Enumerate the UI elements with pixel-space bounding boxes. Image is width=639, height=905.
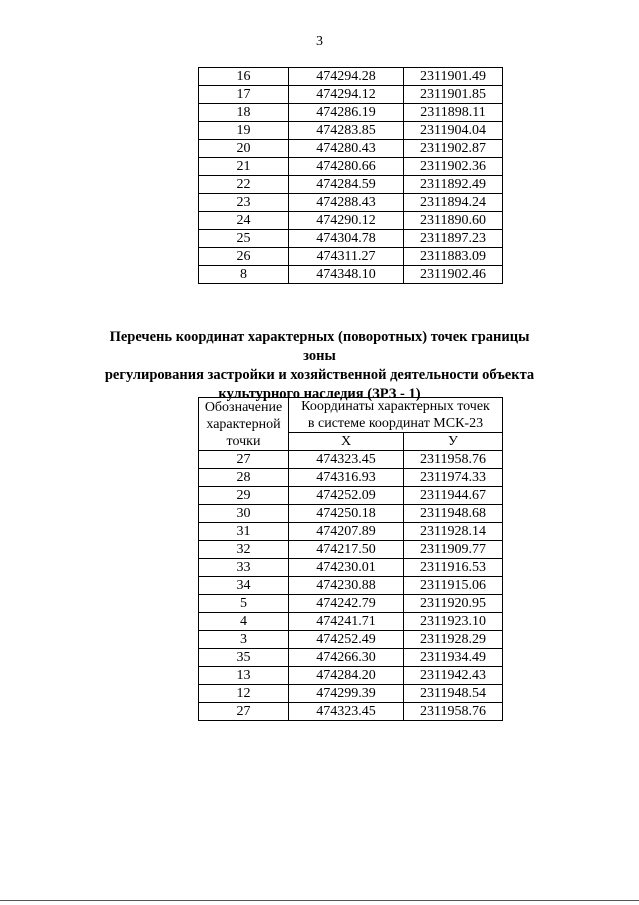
point-number-cell: 12 xyxy=(199,685,289,703)
y-coordinate-cell: 2311923.10 xyxy=(404,613,503,631)
y-coordinate-cell: 2311892.49 xyxy=(404,176,503,194)
heading-line-2: регулирования застройки и хозяйственной деятельности объекта xyxy=(104,367,535,383)
table-row xyxy=(199,68,503,86)
x-coordinate-cell: 474241.71 xyxy=(289,613,404,631)
x-coordinate-cell: 474304.78 xyxy=(289,230,404,248)
point-number-cell: 31 xyxy=(199,523,289,541)
coords-header-line-1: Координаты характерных точек xyxy=(301,399,490,414)
table-row xyxy=(199,122,503,140)
point-number-cell: 30 xyxy=(199,505,289,523)
table-row xyxy=(199,541,503,559)
y-coordinate-cell: 2311948.54 xyxy=(404,685,503,703)
point-number-cell: 21 xyxy=(199,158,289,176)
table-row xyxy=(199,631,503,649)
y-coordinate-cell: 2311894.24 xyxy=(404,194,503,212)
x-coordinate-cell: 474284.59 xyxy=(289,176,404,194)
x-coordinate-cell: 474250.18 xyxy=(289,505,404,523)
coords-header-line-2: в системе координат МСК-23 xyxy=(307,416,484,431)
table-row xyxy=(199,86,503,104)
point-number-cell: 23 xyxy=(199,194,289,212)
table-row xyxy=(199,248,503,266)
x-coordinate-cell: 474252.09 xyxy=(289,487,404,505)
x-coordinate-cell: 474323.45 xyxy=(289,703,404,721)
table-row xyxy=(199,212,503,230)
table-row xyxy=(199,176,503,194)
point-header-line-3: точки xyxy=(226,433,261,449)
x-coordinate-cell: 474299.39 xyxy=(289,685,404,703)
point-number-cell: 17 xyxy=(199,86,289,104)
point-designation-header xyxy=(199,398,289,451)
x-coordinate-cell: 474280.66 xyxy=(289,158,404,176)
point-number-cell: 20 xyxy=(199,140,289,158)
y-coordinate-cell: 2311974.33 xyxy=(404,469,503,487)
point-number-cell: 28 xyxy=(199,469,289,487)
y-coordinate-cell: 2311948.68 xyxy=(404,505,503,523)
y-coordinate-cell: 2311890.60 xyxy=(404,212,503,230)
table-row xyxy=(199,194,503,212)
table-row xyxy=(199,505,503,523)
section-heading xyxy=(100,328,539,404)
point-header-line-2: характерной xyxy=(206,416,281,432)
point-number-cell: 19 xyxy=(199,122,289,140)
x-coordinate-cell: 474283.85 xyxy=(289,122,404,140)
point-number-cell: 29 xyxy=(199,487,289,505)
table-row xyxy=(199,577,503,595)
point-number-cell: 4 xyxy=(199,613,289,631)
point-number-cell: 25 xyxy=(199,230,289,248)
y-coordinate-cell: 2311902.87 xyxy=(404,140,503,158)
x-coordinate-cell: 474266.30 xyxy=(289,649,404,667)
table1-body xyxy=(199,68,503,284)
x-coordinate-cell: 474294.12 xyxy=(289,86,404,104)
point-number-cell: 27 xyxy=(199,451,289,469)
x-coordinate-cell: 474280.43 xyxy=(289,140,404,158)
y-coordinate-cell: 2311942.43 xyxy=(404,667,503,685)
x-coordinate-cell: 474230.01 xyxy=(289,559,404,577)
y-coordinate-cell: 2311904.04 xyxy=(404,122,503,140)
point-number-cell: 3 xyxy=(199,631,289,649)
x-coordinate-cell: 474284.20 xyxy=(289,667,404,685)
y-coordinate-cell: 2311944.67 xyxy=(404,487,503,505)
x-coordinate-cell: 474323.45 xyxy=(289,451,404,469)
y-coordinate-cell: 2311916.53 xyxy=(404,559,503,577)
page-number: 3 xyxy=(316,34,323,49)
table-row xyxy=(199,469,503,487)
y-coordinate-cell: 2311897.23 xyxy=(404,230,503,248)
table-row xyxy=(199,140,503,158)
bottom-rule xyxy=(0,900,639,901)
table-row xyxy=(199,158,503,176)
y-coordinate-cell: 2311901.85 xyxy=(404,86,503,104)
table-row xyxy=(199,523,503,541)
x-coordinate-cell: 474311.27 xyxy=(289,248,404,266)
y-coordinate-cell: 2311902.36 xyxy=(404,158,503,176)
x-coordinate-cell: 474290.12 xyxy=(289,212,404,230)
point-number-cell: 34 xyxy=(199,577,289,595)
x-coordinate-cell: 474252.49 xyxy=(289,631,404,649)
point-number-cell: 27 xyxy=(199,703,289,721)
table-row xyxy=(199,667,503,685)
x-coordinate-cell: 474294.28 xyxy=(289,68,404,86)
table-row xyxy=(199,703,503,721)
y-coordinate-cell: 2311958.76 xyxy=(404,451,503,469)
heading-line-1: Перечень координат характерных (поворотных) точек границы зоны xyxy=(109,329,530,364)
point-number-cell: 22 xyxy=(199,176,289,194)
x-coordinate-cell: 474242.79 xyxy=(289,595,404,613)
table-row xyxy=(199,595,503,613)
table-row xyxy=(199,230,503,248)
table-row xyxy=(199,649,503,667)
x-coordinate-cell: 474217.50 xyxy=(289,541,404,559)
table-row xyxy=(199,487,503,505)
coordinates-header xyxy=(289,398,503,433)
table2-body xyxy=(199,451,503,721)
point-header-line-1: Обозначение xyxy=(204,399,283,415)
x-header: Х xyxy=(289,433,404,451)
table-row xyxy=(199,613,503,631)
y-coordinate-cell: 2311902.46 xyxy=(404,266,503,284)
point-number-cell: 5 xyxy=(199,595,289,613)
table-row xyxy=(199,451,503,469)
x-coordinate-cell: 474316.93 xyxy=(289,469,404,487)
table-row xyxy=(199,104,503,122)
point-number-cell: 33 xyxy=(199,559,289,577)
y-coordinate-cell: 2311958.76 xyxy=(404,703,503,721)
y-coordinate-cell: 2311928.29 xyxy=(404,631,503,649)
x-coordinate-cell: 474286.19 xyxy=(289,104,404,122)
point-number-cell: 13 xyxy=(199,667,289,685)
point-number-cell: 35 xyxy=(199,649,289,667)
point-number-cell: 26 xyxy=(199,248,289,266)
table-row xyxy=(199,685,503,703)
coordinates-table-zrz1 xyxy=(198,397,503,721)
y-coordinate-cell: 2311883.09 xyxy=(404,248,503,266)
heading-line-3: культурного наследия (ЗРЗ - 1) xyxy=(218,386,421,402)
x-coordinate-cell: 474207.89 xyxy=(289,523,404,541)
y-coordinate-cell: 2311909.77 xyxy=(404,541,503,559)
y-coordinate-cell: 2311898.11 xyxy=(404,104,503,122)
point-number-cell: 8 xyxy=(199,266,289,284)
y-header: У xyxy=(404,433,503,451)
y-coordinate-cell: 2311920.95 xyxy=(404,595,503,613)
x-coordinate-cell: 474288.43 xyxy=(289,194,404,212)
y-coordinate-cell: 2311928.14 xyxy=(404,523,503,541)
y-coordinate-cell: 2311915.06 xyxy=(404,577,503,595)
point-number-cell: 18 xyxy=(199,104,289,122)
y-coordinate-cell: 2311901.49 xyxy=(404,68,503,86)
table2-header xyxy=(199,398,503,451)
coordinates-table-continued xyxy=(198,67,503,284)
table-row xyxy=(199,266,503,284)
x-coordinate-cell: 474230.88 xyxy=(289,577,404,595)
point-number-cell: 24 xyxy=(199,212,289,230)
table-row xyxy=(199,559,503,577)
point-number-cell: 16 xyxy=(199,68,289,86)
x-coordinate-cell: 474348.10 xyxy=(289,266,404,284)
header-row-1 xyxy=(199,398,503,433)
y-coordinate-cell: 2311934.49 xyxy=(404,649,503,667)
point-number-cell: 32 xyxy=(199,541,289,559)
